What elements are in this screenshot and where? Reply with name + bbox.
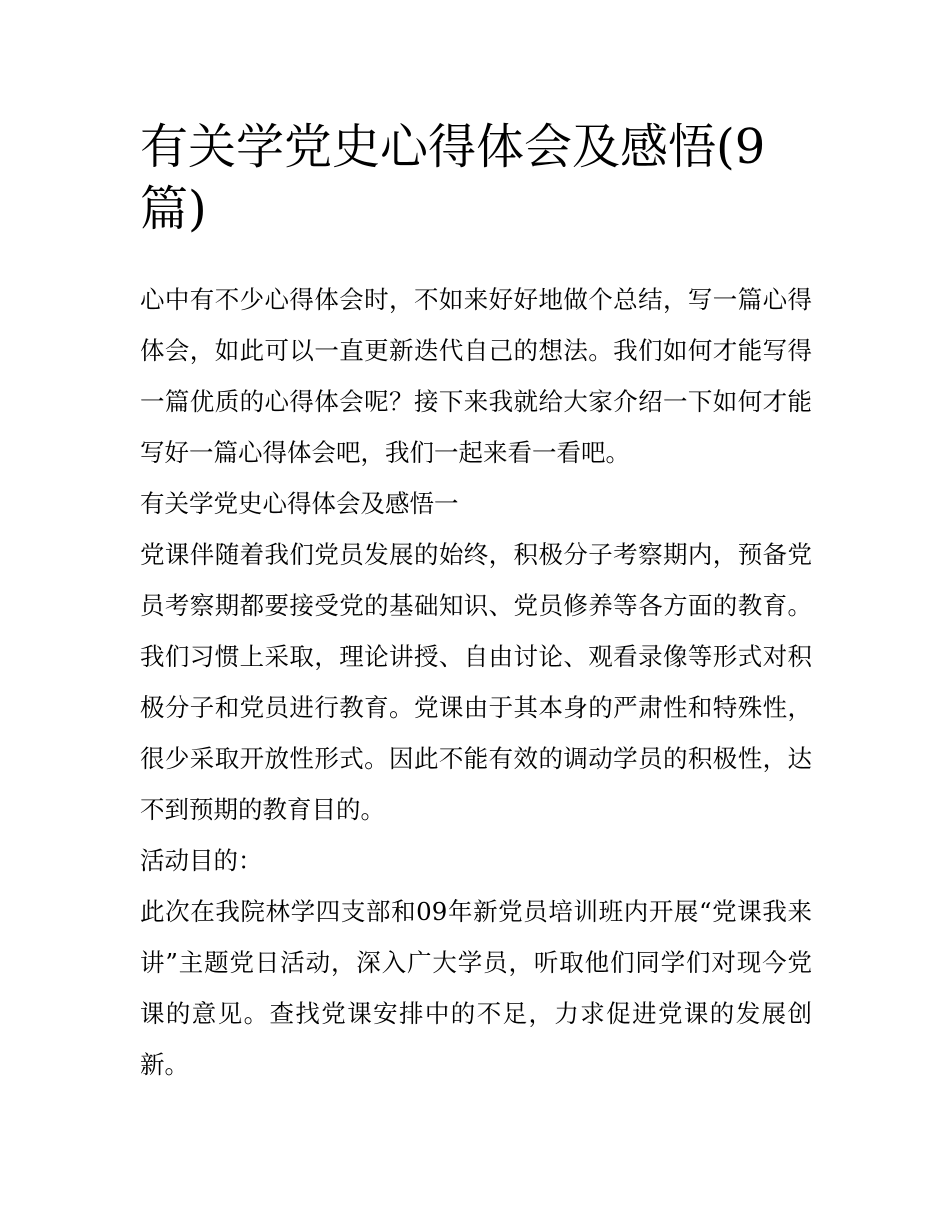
goal-paragraph: 此次在我院林学四支部和09年新党员培训班内开展“党课我来讲”主题党日活动，深入广大学员，听取他们同学们对现今党课的意见。查找党课安排中的不足，力求促进党课的发展创新。 <box>140 897 812 1079</box>
goal-heading: 活动目的： <box>140 846 263 875</box>
document-content <box>140 116 812 1090</box>
section-paragraph: 党课伴随着我们党员发展的始终，积极分子考察期内，预备党员考察期都要接受党的基础知识、党员修养等各方面的教育。我们习惯上采取，理论讲授、自由讨论、观看录像等形式对积极分子和党员进行教育。党课由于其本身的严肃性和特殊性，很少采取开放性形式。因此不能有效的调动学员的积极性，达不到预期的教育目的。 <box>140 540 812 824</box>
intro-paragraph: 心中有不少心得体会时，不如来好好地做个总结，写一篇心得体会，如此可以一直更新迭代自己的想法。我们如何才能写得一篇优质的心得体会呢？接下来我就给大家介绍一下如何才能写好一篇心得体会吧，我们一起来看一看吧。 <box>140 285 812 467</box>
section-heading: 有关学党史心得体会及感悟一 <box>140 489 459 518</box>
document-title: 有关学党史心得体会及感悟(9篇) <box>140 119 766 237</box>
